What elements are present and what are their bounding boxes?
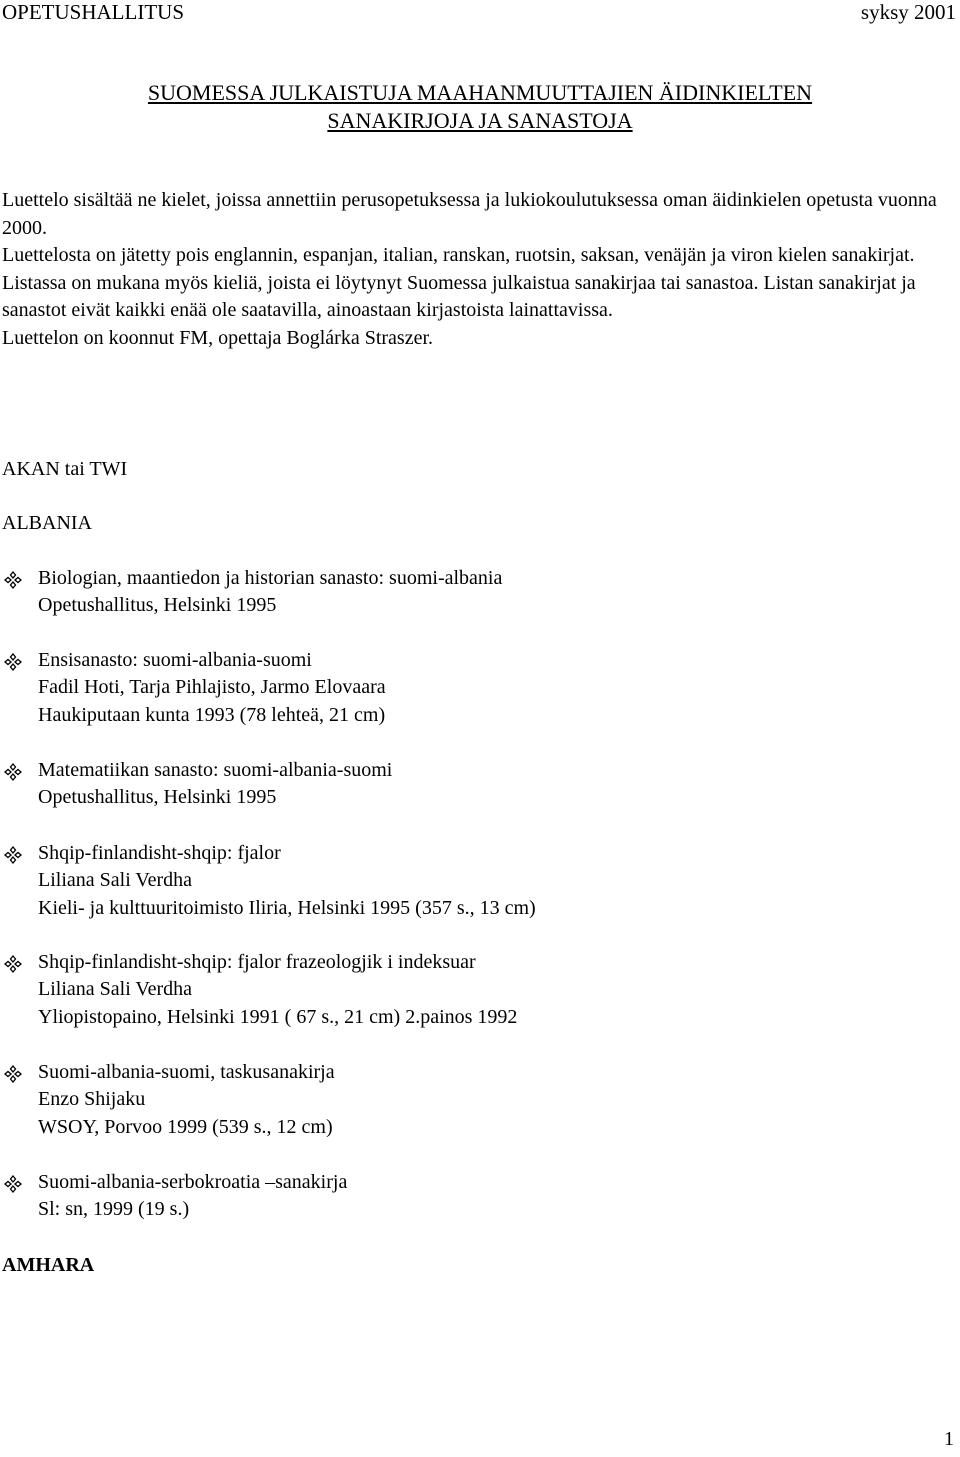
- language-heading-amhara: AMHARA: [2, 1254, 95, 1276]
- intro-paragraph-1: Luettelo sisältää ne kielet, joissa annettiin perusopetuksessa ja lukiokoulutuksessa oman äidinkielen opetusta vuonna 2000.: [2, 189, 937, 239]
- dictionary-entry: [2, 757, 942, 812]
- entry-title: Biologian, maantiedon ja historian sanasto: suomi-albania: [38, 567, 503, 589]
- entry-publisher: Opetushallitus, Helsinki 1995: [38, 594, 277, 617]
- four-diamond-bullet-icon: [4, 1065, 22, 1083]
- four-diamond-bullet-icon: [4, 763, 22, 781]
- intro-paragraph-3: Luettelon on koonnut FM, opettaja Boglárka Straszer.: [2, 326, 434, 349]
- entry-publisher: Sl: sn, 1999 (19 s.): [38, 1198, 190, 1221]
- document-title-line-2: SANAKIRJOJA JA SANASTOJA: [327, 108, 633, 133]
- dictionary-entry: [2, 1169, 942, 1224]
- entry-authors: Liliana Sali Verdha: [38, 869, 193, 892]
- entry-title: Matematiikan sanasto: suomi-albania-suomi: [38, 759, 393, 781]
- language-heading-albania: ALBANIA: [2, 512, 92, 534]
- header-date: syksy 2001: [860, 0, 956, 24]
- entry-title: Suomi-albania-serbokroatia –sanakirja: [38, 1171, 348, 1193]
- entry-publisher: Opetushallitus, Helsinki 1995: [38, 786, 277, 809]
- entry-publisher: Haukiputaan kunta 1993 (78 lehteä, 21 cm): [38, 703, 386, 726]
- dictionary-entry: [2, 840, 942, 922]
- four-diamond-bullet-icon: [4, 571, 22, 589]
- four-diamond-bullet-icon: [4, 653, 22, 671]
- intro-text: [2, 187, 958, 352]
- document-title: [0, 79, 960, 135]
- entry-authors: Liliana Sali Verdha: [38, 978, 193, 1001]
- four-diamond-bullet-icon: [4, 955, 22, 973]
- entry-publisher: WSOY, Porvoo 1999 (539 s., 12 cm): [38, 1115, 333, 1138]
- dictionary-entry: [2, 949, 942, 1031]
- page-header: [2, 0, 956, 28]
- entry-title: Suomi-albania-suomi, taskusanakirja: [38, 1061, 335, 1083]
- intro-paragraph-2: Luettelosta on jätetty pois englannin, espanjan, italian, ranskan, ruotsin, saksan, venäjän ja viron kielen sanakirjat. Listassa on mukana myös kieliä, joista ei löytynyt Suomessa julkaistua sanakirjaa tai sanastoa. Listan sanakirjat ja sanastot eivät kaikki enää ole saatavilla, ainoastaan kirjastoista lainattavissa.: [2, 244, 916, 321]
- entry-authors: Fadil Hoti, Tarja Pihlajisto, Jarmo Elovaara: [38, 676, 386, 699]
- page-number: 1: [944, 1428, 954, 1450]
- document-title-line-1: SUOMESSA JULKAISTUJA MAAHANMUUTTAJIEN ÄIDINKIELTEN: [147, 80, 813, 105]
- four-diamond-bullet-icon: [4, 1175, 22, 1193]
- dictionary-entry: [2, 647, 942, 729]
- four-diamond-bullet-icon: [4, 846, 22, 864]
- entry-title: Ensisanasto: suomi-albania-suomi: [38, 649, 312, 671]
- dictionary-entry: [2, 565, 942, 620]
- header-organization: OPETUSHALLITUS: [2, 0, 184, 24]
- entry-title: Shqip-finlandisht-shqip: fjalor frazeologjik i indeksuar: [38, 951, 476, 973]
- entry-publisher: Yliopistopaino, Helsinki 1991 ( 67 s., 21 cm) 2.painos 1992: [38, 1005, 518, 1028]
- entry-publisher: Kieli- ja kulttuuritoimisto Iliria, Helsinki 1995 (357 s., 13 cm): [38, 896, 536, 919]
- entry-title: Shqip-finlandisht-shqip: fjalor: [38, 842, 281, 864]
- entry-authors: Enzo Shijaku: [38, 1088, 146, 1111]
- dictionary-entry: [2, 1059, 942, 1141]
- language-heading-akan: AKAN tai TWI: [2, 458, 128, 480]
